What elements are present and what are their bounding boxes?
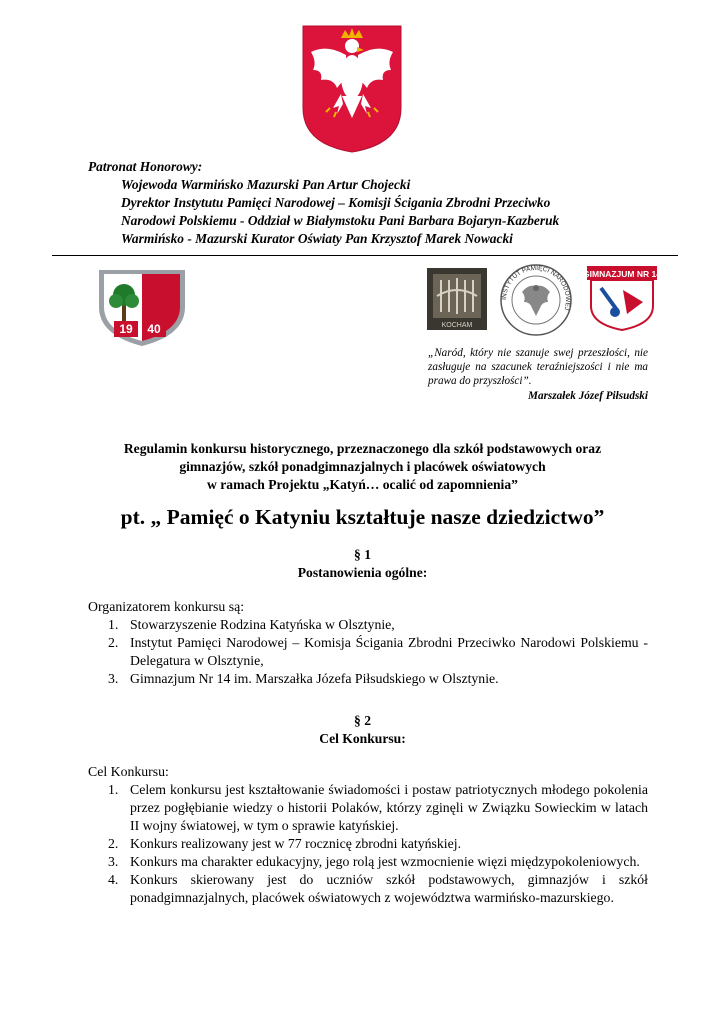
shield-year-left: 19 (119, 322, 133, 336)
list-item: 3. Gimnazjum Nr 14 im. Marszałka Józefa Piłsudskiego w Olsztynie. (108, 671, 499, 686)
emblem-caption: KOCHAM (441, 322, 473, 329)
regulation-line: w ramach Projektu „Katyń… ocalić od zapomnienia” (207, 477, 518, 492)
list-item: 3. Konkurs ma charakter edukacyjny, jego rolą jest wzmocnienie więzi międzypokoleniowych. (108, 854, 640, 869)
list-item: 1. Celem konkursu jest kształtowanie świadomości i postaw patriotycznych młodego pokolenia przez pogłębianie wiedzy o historii Polaków, którzy zginęli w Związku Sowieckim w latach II wojny światowej, w tym o sprawie katyńskiej. (108, 782, 648, 833)
regulation-header (60, 440, 665, 494)
school-badge-text: GIMNAZJUM NR 14 (583, 269, 661, 279)
coat-of-arms-emblem (297, 22, 407, 155)
list-item: 1. Stowarzyszenie Rodzina Katyńska w Olsztynie, (108, 617, 395, 632)
section-number: § 2 (354, 713, 371, 728)
section-2-heading (60, 712, 665, 748)
section-number: § 1 (354, 547, 371, 562)
ipn-logo (496, 262, 576, 338)
list-item: 2. Instytut Pamięci Narodowej – Komisja Ścigania Zbrodni Przeciwko Narodowi Polskiemu - Delegatura w Olsztynie, (108, 635, 648, 668)
list-item: 2. Konkurs realizowany jest w 77 rocznicę zbrodni katyńskiej. (108, 836, 462, 851)
patronage-block (88, 158, 668, 248)
ipn-ring-text: INSTYTUT PAMIĘCI NARODOWEJ (500, 264, 572, 312)
patron-line: Wojewoda Warmińsko Mazurski Pan Artur Chojecki (121, 177, 411, 192)
patronage-heading: Patronat Honorowy: (88, 159, 203, 174)
pilsudski-quote (428, 346, 648, 403)
shield-year-right: 40 (147, 322, 161, 336)
quote-author: Marszałek Józef Piłsudski (528, 389, 648, 402)
rodzina-katynska-shield-logo (96, 267, 188, 349)
goals-list (88, 781, 648, 907)
patron-line: Warmińsko - Mazurski Kurator Oświaty Pan Krzysztof Marek Nowacki (121, 231, 513, 246)
regulation-line: gimnazjów, szkół ponadgimnazjalnych i placówek oświatowych (179, 459, 546, 474)
regulation-line: Regulamin konkursu historycznego, przeznaczonego dla szkół podstawowych oraz (123, 441, 602, 456)
section-title: Cel Konkursu: (319, 731, 406, 746)
gimnazjum-14-badge-logo (583, 266, 661, 332)
organizers-list (88, 616, 648, 688)
section-title: Postanowienia ogólne: (297, 565, 428, 580)
section-1-intro: Organizatorem konkursu są: (88, 599, 245, 614)
patron-line: Dyrektor Instytutu Pamięci Narodowej – Komisji Ścigania Zbrodni Przeciwko (121, 195, 551, 210)
section-1-heading (60, 546, 665, 582)
section-2-intro: Cel Konkursu: (88, 764, 169, 779)
quote-text: „Naród, który nie szanuje swej przeszłości, nie zasługuje na szacunek teraźniejszości i nie ma prawa do przyszłości”. (428, 347, 648, 388)
list-item: 4. Konkurs skierowany jest do uczniów szkół podstawowych, gimnazjów i szkół ponadgimnazjalnych, placówek oświatowych z województwa warmińsko-mazurskiego. (108, 872, 648, 905)
patron-line: Narodowi Polskiemu - Oddział w Białymstoku Pani Barbara Bojaryn-Kazberuk (121, 213, 560, 228)
document-title: pt. „ Pamięć o Katyniu kształtuje nasze dziedzictwo” (120, 505, 605, 529)
memorial-emblem-logo (427, 268, 487, 330)
divider-line (52, 255, 678, 256)
